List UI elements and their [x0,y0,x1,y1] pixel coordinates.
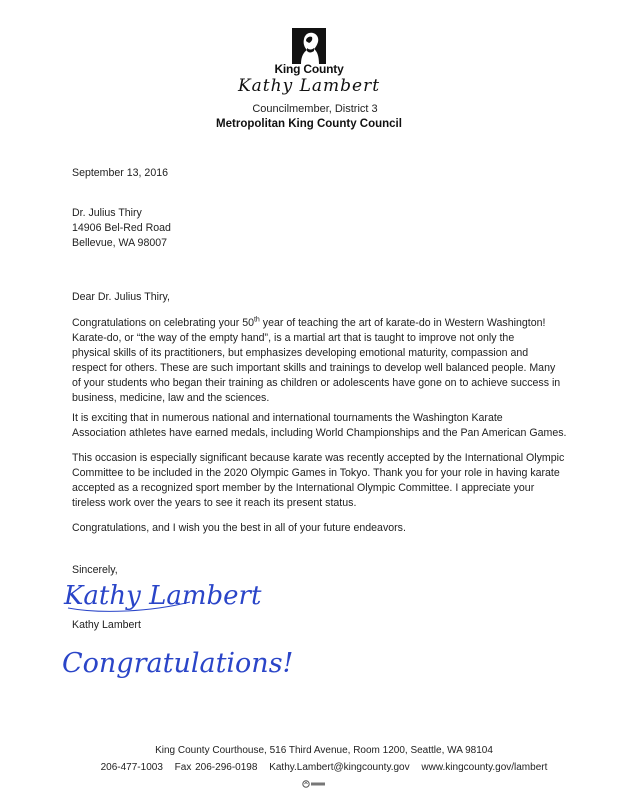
signature-text: Kathy Lambert [64,581,262,611]
recipient-city: Bellevue, WA 98007 [72,237,168,249]
handwritten-signature [60,568,260,620]
recipient-street: 14906 Bel-Red Road [72,222,171,234]
paragraph-1 [72,316,562,406]
king-county-logo-icon [292,28,326,64]
paragraph-line: Congratulations on celebrating your 50th year of teaching the art of karate-do in Western Washington! [72,316,546,329]
paragraph-line: of your students who began their training as children or adolescents have gone on to achieve success in [72,377,561,389]
footer-website: www.kingcounty.gov/lambert [421,762,548,773]
paragraph-line: physical skills of its practitioners, but emphasizes developing emotional maturity, compassion and [72,347,529,359]
paragraph-line: accepted as a recognized sport member by the International Olympic Committee. I appreciate your [72,482,535,494]
paragraph-line: Committee to be included in the 2020 Olympic Games in Tokyo. Thank you for your role in having karate [72,467,560,479]
signer-name: Kathy Lambert [72,619,141,631]
recipient-name: Dr. Julius Thiry [72,207,142,219]
letterhead-signature: Kathy Lambert [237,76,381,96]
footer-address: King County Courthouse, 516 Third Avenue, Room 1200, Seattle, WA 98104 [155,745,493,756]
footer-fax: Fax 206-296-0198 [174,762,258,773]
paragraph-line: business, medicine, law and the sciences. [72,392,270,404]
paragraph-line: Association athletes have earned medals, including World Championships and the Pan American Games. [72,427,567,439]
paragraph-4: Congratulations, and I wish you the best in all of your future endeavors. [72,522,406,534]
paragraph-line: It is exciting that in numerous national and international tournaments the Washington Karate [72,412,503,424]
paragraph-2 [72,411,567,441]
footer-phone: 206-477-1003 [100,762,163,773]
paragraph-line: Karate-do, or “the way of the empty hand”, is a martial art that is taught to improve not only the [72,332,515,344]
paragraph-line: respect for others. These are such important skills and trainings to develop well balanced people. Many [72,362,556,374]
salutation: Dear Dr. Julius Thiry, [72,291,170,303]
recipient-address [72,206,572,251]
paragraph-line: This occasion is especially significant because karate was recently accepted by the International Olympic [72,452,565,464]
county-name: King County [274,62,344,76]
handwritten-note [60,636,294,692]
letter-date: September 13, 2016 [72,167,169,179]
paragraph-3 [72,451,565,511]
council-name: Metropolitan King County Council [216,118,402,130]
paragraph-line: tireless work over the years to see it reach its present status. [72,497,357,509]
councilmember-title: Councilmember, District 3 [252,103,378,115]
footer-contact [0,762,618,773]
footer-email: Kathy.Lambert@kingcounty.gov [269,762,410,773]
closing: Sincerely, [72,564,118,576]
handwritten-note-text: Congratulations! [62,648,294,679]
recycled-paper-icon [301,779,327,789]
